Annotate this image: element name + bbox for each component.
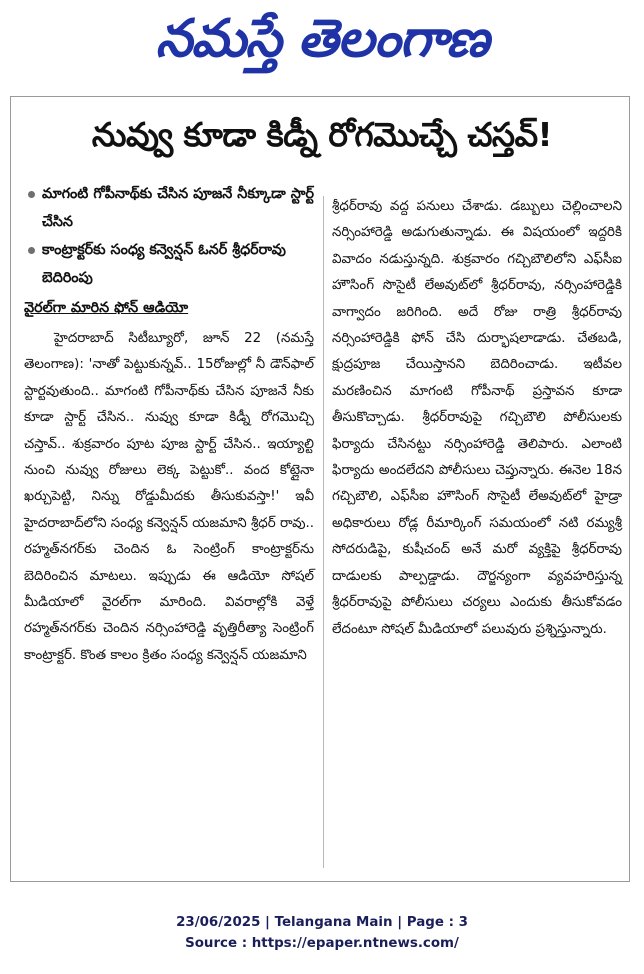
left-body-text: హైదరాబాద్ సిటీబ్యూరో, జూన్ 22 (నమస్తే తెలంగాణ): 'నాతో పెట్టుకున్నవ్.. 15రోజుల్లో నీ డౌన్‌ఫాల్ స్టార్టవుతుంది.. మాగంటి గోపీనాథ్‌కు చేసిన పూజనే నీకు కూడా స్టార్ట్ చేసిన.. నువ్వు కూడా కిడ్నీ రోగమొచ్చి చస్తావ్.. శుక్రవారం పూట పూజ స్టార్ట్ చేసిన.. ఇయ్యాల్టి నుంచి నువ్వు రోజులు లెక్క పెట్టుకో.. వంద కోట్లైనా ఖర్చుపెట్టి, నిన్ను రోడ్డుమీదకు తీసుకువస్తా!' ఇవీ హైదరాబాద్‌లోని సంధ్య కన్వెన్షన్ యజమాని శ్రీధర్ రావు.. రహ్మత్‌నగర్‌కు చెందిన ఓ సెంట్రింగ్ కాంట్రాక్టర్‌ను బెదిరించిన మాటలు. ఇప్పుడు ఈ ఆడియో సోషల్ మీడియాలో వైరల్‌గా మారింది. వివరాల్లోకి వెళ్తే రహ్మత్‌నగర్‌కు చెందిన నర్సింహారెడ్డి వృత్తిరీత్యా సెంట్రింగ్ కాంట్రాక్టర్. కొంత కాలం క్రితం సంధ్య కన్వెన్షన్ యజమాని bbox=[24, 331, 314, 663]
bullet-text: మాగంటి గోపీనాథ్‌కు చేసిన పూజనే నీక్కూడా స్టార్ట్ చేసిన bbox=[42, 186, 314, 230]
page-footer bbox=[0, 912, 644, 954]
bullet-list bbox=[24, 180, 314, 292]
left-column bbox=[24, 180, 314, 669]
sub-headline: వైరల్‌గా మారిన ఫోన్ ఆడియో bbox=[24, 300, 189, 316]
masthead-title: నమస్తే తెలంగాణ bbox=[155, 9, 489, 69]
bullet-item bbox=[24, 236, 314, 292]
right-body-text: శ్రీధర్‌రావు వద్ద పనులు చేశాడు. డబ్బులు చెల్లించాలని నర్సింహారెడ్డి అడుగుతున్నాడు. ఈ విషయంలో ఇద్దరికి వివాదం నడుస్తున్నది. శుక్రవారం గచ్చిబౌలిలోని ఎఫ్‌సీఐ హౌసింగ్ సొసైటీ లేఅవుట్‌లో శ్రీధర్‌రావు, నర్సింహారెడ్డికి వాగ్వాదం జరిగింది. అదే రోజు రాత్రి శ్రీధర్‌రావు నర్సింహారెడ్డికి ఫోన్ చేసి దుర్భాషలాడాడు. చేతబడి, క్షుద్రపూజ చేయిస్తానని బెదిరించాడు. ఇటీవల మరణించిన మాగంటి గోపీనాథ్ ప్రస్తావన కూడా తీసుకొచ్చాడు. శ్రీధర్‌రావుపై గచ్చిబౌలి పోలీసులకు ఫిర్యాదు చేసినట్టు నర్సింహారెడ్డి తెలిపారు. ఎలాంటి ఫిర్యాదు అందలేదని పోలీసులు చెప్తున్నారు. ఈనెల 18న గచ్చిబౌలి, ఎఫ్‌సీఐ హౌసింగ్ సొసైటీ లేఅవుట్‌లో హైడ్రా అధికారులు రోడ్ల రీమార్కింగ్ సమయంలో నటి రమ్యశ్రీ సోదరుడిపై, కుషీచంద్ అనే మరో వ్యక్తిపై శ్రీధర్‌రావు దాడులకు పాల్పడ్డాడు. దౌర్జన్యంగా వ్యవహరిస్తున్న శ్రీధర్‌రావుపై పోలీసులు చర్యలు ఎందుకు తీసుకోవడం లేదంటూ సోషల్ మీడియాలో పలువురు ప్రశ్నిస్తున్నారు. bbox=[332, 199, 622, 637]
column-divider bbox=[323, 196, 324, 868]
bullet-icon bbox=[28, 247, 35, 254]
bullet-icon bbox=[28, 191, 35, 198]
bullet-text: కాంట్రాక్టర్‌కు సంధ్య కన్వెన్షన్ ఓనర్ శ్రీధర్‌రావు బెదిరింపు bbox=[42, 242, 286, 286]
masthead bbox=[0, 4, 644, 74]
bullet-item bbox=[24, 180, 314, 236]
right-column bbox=[332, 194, 622, 643]
footer-date-line: 23/06/2025 | Telangana Main | Page : 3 bbox=[176, 915, 468, 930]
footer-source-line: Source : https://epaper.ntnews.com/ bbox=[185, 936, 459, 951]
article-headline: నువ్వు కూడా కిడ్నీ రోగమొచ్చే చస్తవ్! bbox=[91, 115, 553, 154]
